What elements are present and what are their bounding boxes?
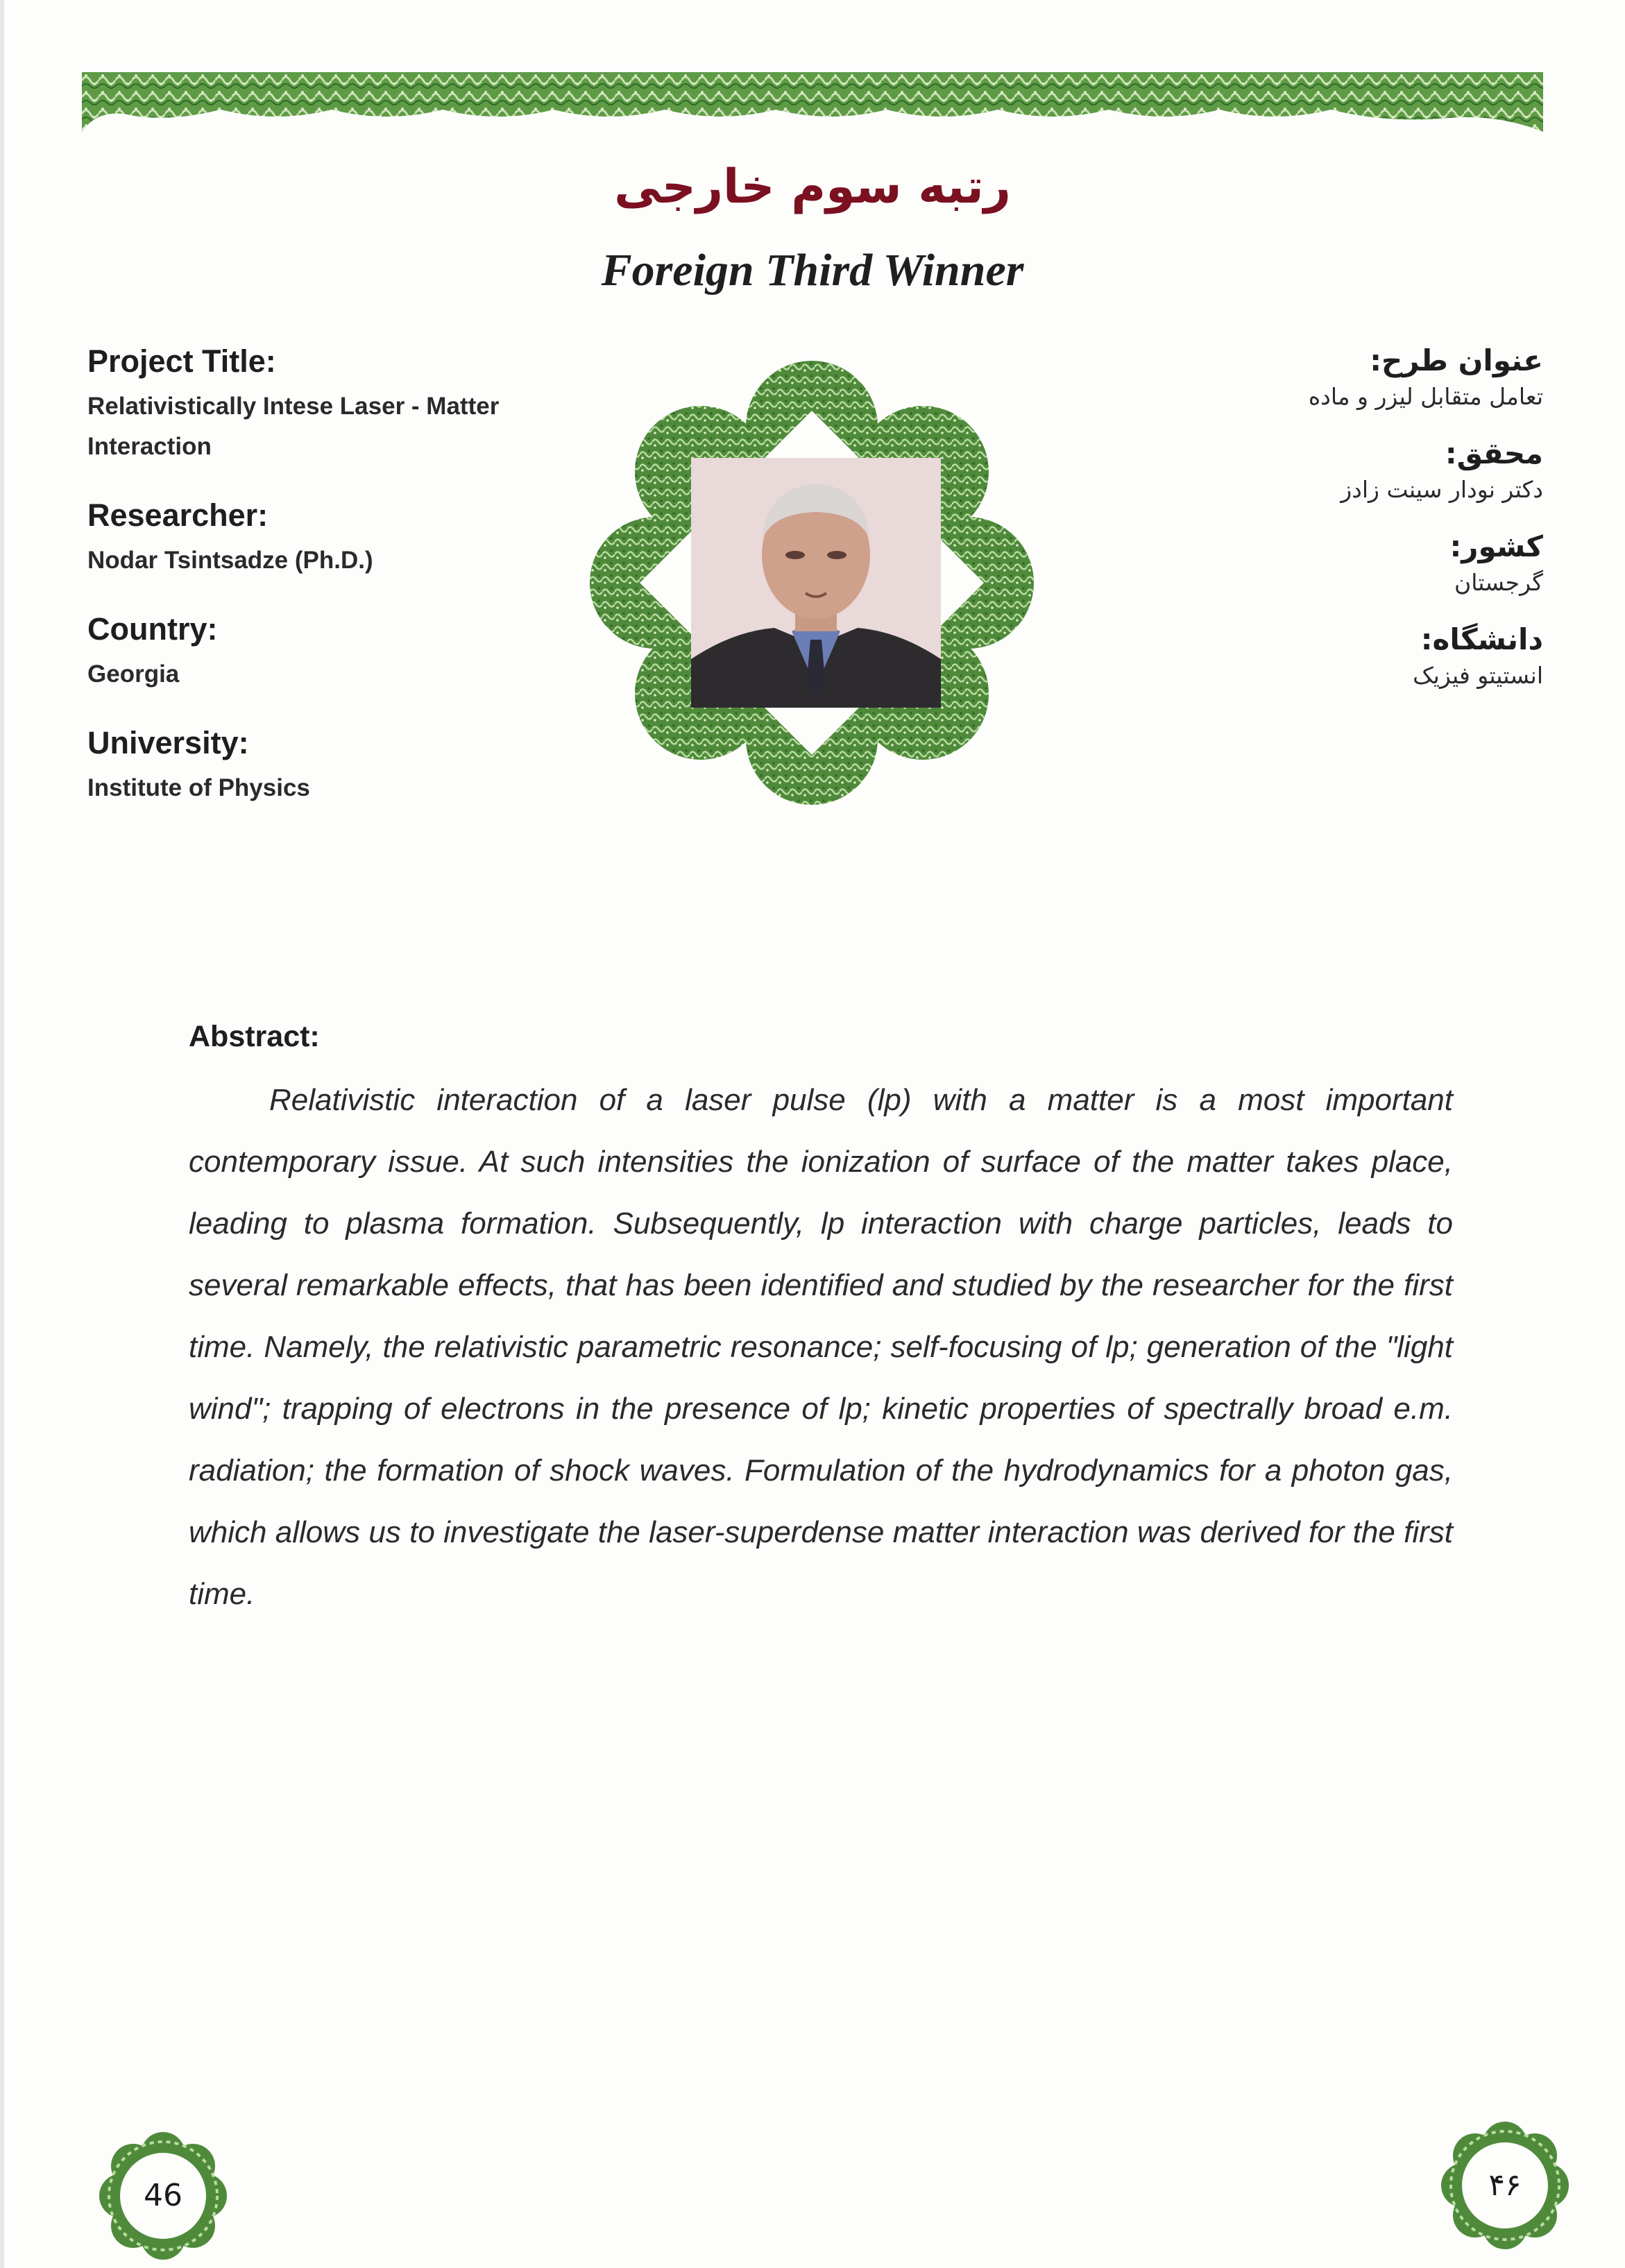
page-number-left-value: 46 <box>144 2178 182 2213</box>
university-label: University: <box>87 725 249 760</box>
abstract-label: Abstract: <box>189 1020 320 1053</box>
country-block <box>87 611 587 694</box>
portrait-image <box>691 458 941 708</box>
country-value: Georgia <box>87 660 180 688</box>
university-block <box>87 725 587 808</box>
abstract-text: Relativistic interaction of a laser pulse (lp) with a matter is a most important contemporary issue. At such intensities the ionization of surface of the matter takes place, leading to plasma formation. Subsequently, lp interaction with charge particles, leads to several remarkable effects, that has been identified and studied by the researcher for the first time. Namely, the relativistic parametric resonance; self-focusing of lp; generation of the "light wind"; trapping of electrons in the presence of lp; kinetic properties of spectrally broad e.m. radiation; the formation of shock waves. Formulation of the hydrodynamics for a photon gas, which allows us to investigate the laser-superdense matter interaction was derived for the first time. <box>189 1083 1453 1611</box>
fa-university-block <box>1155 622 1543 689</box>
university-value: Institute of Physics <box>87 774 310 801</box>
fa-project-title-value: تعامل متقابل لیزر و ماده <box>1308 383 1543 410</box>
researcher-block <box>87 497 587 581</box>
page-number-right <box>1439 2120 1571 2251</box>
info-english <box>87 343 587 839</box>
fa-project-title-label: عنوان طرح: <box>1370 343 1543 377</box>
fa-researcher-value: دکتر نودار سینت زادز <box>1341 476 1543 503</box>
decorative-banner <box>82 72 1543 132</box>
project-title-label: Project Title: <box>87 343 276 379</box>
researcher-photo <box>691 458 941 708</box>
abstract-section <box>189 1020 1453 1625</box>
fa-country-block <box>1155 529 1543 596</box>
heading-english: Foreign Third Winner <box>601 245 1024 296</box>
fa-university-value: انستیتو فیزیک <box>1413 662 1543 689</box>
project-title-block <box>87 343 587 467</box>
fa-researcher-block <box>1155 436 1543 503</box>
page-number-left <box>97 2130 229 2262</box>
project-title-value: Relativistically Intese Laser - Matter Interaction <box>87 393 500 460</box>
researcher-label: Researcher: <box>87 497 269 533</box>
fa-country-value: گرجستان <box>1454 569 1543 596</box>
fa-country-label: کشور: <box>1449 529 1543 563</box>
researcher-value: Nodar Tsintsadze (Ph.D.) <box>87 547 373 574</box>
heading-persian: رتبه سوم خارجی <box>614 160 1011 214</box>
page-number-right-value: ۴۶ <box>1488 2167 1522 2203</box>
fa-researcher-label: محقق: <box>1445 436 1543 470</box>
fa-project-title-block <box>1155 343 1543 410</box>
page-left-edge <box>0 0 4 2268</box>
fa-university-label: دانشگاه: <box>1420 622 1543 656</box>
country-label: Country: <box>87 611 218 647</box>
info-persian <box>1155 343 1543 715</box>
